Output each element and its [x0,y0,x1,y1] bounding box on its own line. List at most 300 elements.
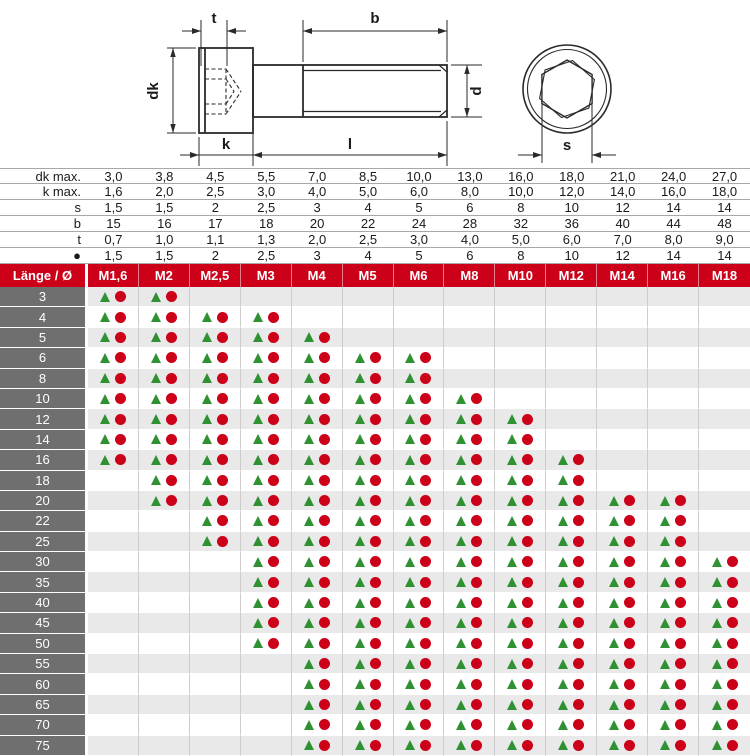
matrix-row-label: 18 [0,471,88,491]
circle-icon [217,454,228,465]
availability-cell [444,287,495,307]
dimension-value: 24,0 [660,169,687,184]
availability-cell [648,328,699,348]
availability-cell [139,348,190,368]
dimension-value: 10,0 [406,169,432,184]
availability-cell [139,572,190,592]
matrix-column-header: M5 [343,264,394,287]
triangle-up-icon [507,414,517,424]
triangle-up-icon [355,373,365,383]
availability-cell [343,613,394,633]
triangle-up-icon [712,638,722,648]
triangle-up-icon [456,598,466,608]
matrix-row-label: 30 [0,552,88,572]
circle-icon [115,332,126,343]
availability-cell [699,654,750,674]
availability-cell [597,491,648,511]
availability-cell [241,674,292,694]
circle-icon [624,515,635,526]
availability-cell [190,430,241,450]
availability-cell [394,511,445,531]
triangle-up-icon [253,332,263,342]
availability-cell [444,450,495,470]
triangle-up-icon [151,394,161,404]
technical-drawing [0,0,750,168]
circle-icon [268,393,279,404]
triangle-up-icon [304,700,314,710]
triangle-up-icon [100,312,110,322]
triangle-up-icon [355,700,365,710]
availability-cell [648,736,699,756]
circle-icon [727,740,738,751]
availability-cell [444,532,495,552]
triangle-up-icon [304,414,314,424]
availability-cell [88,328,139,348]
triangle-up-icon [304,557,314,567]
circle-icon [217,414,228,425]
availability-cell [139,491,190,511]
availability-cell [88,715,139,735]
triangle-up-icon [253,618,263,628]
triangle-up-icon [456,720,466,730]
availability-cell [444,369,495,389]
circle-icon [522,556,533,567]
availability-cell [597,328,648,348]
circle-icon [675,577,686,588]
availability-cell [190,674,241,694]
screw-drawing-svg [0,0,750,168]
circle-icon [522,536,533,547]
circle-icon [319,638,330,649]
circle-icon [166,373,177,384]
triangle-up-icon [100,414,110,424]
circle-icon [268,475,279,486]
availability-cell [88,613,139,633]
availability-cell [699,491,750,511]
triangle-up-icon [558,638,568,648]
dim-label-s: s [562,137,572,154]
availability-cell [495,532,546,552]
availability-cell [343,715,394,735]
triangle-up-icon [151,292,161,302]
circle-icon [471,393,482,404]
circle-icon [522,475,533,486]
availability-cell [444,348,495,368]
triangle-up-icon [660,516,670,526]
matrix-row-label: 8 [0,369,88,389]
matrix-row [0,572,750,592]
triangle-up-icon [507,455,517,465]
availability-cell [139,328,190,348]
circle-icon [115,414,126,425]
availability-cell [139,409,190,429]
availability-cell [394,328,445,348]
availability-cell [343,634,394,654]
triangle-up-icon [507,577,517,587]
matrix-row-label: 5 [0,328,88,348]
matrix-column-header: M10 [495,264,546,287]
availability-cell [88,287,139,307]
availability-cell [546,572,597,592]
circle-icon [268,332,279,343]
dimension-row [0,184,750,200]
triangle-up-icon [355,475,365,485]
availability-cell [648,389,699,409]
circle-icon [522,515,533,526]
availability-cell [394,369,445,389]
triangle-up-icon [355,394,365,404]
triangle-up-icon [355,679,365,689]
availability-cell [190,695,241,715]
circle-icon [319,617,330,628]
circle-icon [217,352,228,363]
dimension-value: 14,0 [610,184,636,199]
matrix-row-label: 14 [0,430,88,450]
availability-cell [88,430,139,450]
dimension-row [0,200,750,216]
dimension-value: 8 [517,200,525,215]
availability-cell [699,593,750,613]
matrix-column-header: M16 [648,264,699,287]
matrix-row-label: 6 [0,348,88,368]
triangle-up-icon [712,598,722,608]
dimension-value: 3,0 [257,184,276,199]
triangle-up-icon [202,516,212,526]
availability-cell [699,471,750,491]
availability-cell [495,674,546,694]
matrix-column-header: M14 [597,264,648,287]
availability-cell [546,511,597,531]
circle-icon [522,577,533,588]
dim-label-k: k [221,136,231,153]
availability-cell [444,389,495,409]
circle-icon [624,699,635,710]
circle-icon [727,658,738,669]
dimension-value: 48 [717,216,732,231]
availability-cell [495,593,546,613]
circle-icon [624,638,635,649]
triangle-up-icon [202,536,212,546]
triangle-up-icon [609,740,619,750]
triangle-up-icon [712,659,722,669]
availability-cell [597,695,648,715]
dimension-value: 3 [313,248,321,263]
availability-cell [241,348,292,368]
matrix-row [0,715,750,735]
triangle-up-icon [355,720,365,730]
circle-icon [370,740,381,751]
triangle-up-icon [304,332,314,342]
triangle-up-icon [712,679,722,689]
availability-cell [241,593,292,613]
availability-cell [546,715,597,735]
availability-cell [546,613,597,633]
triangle-up-icon [355,516,365,526]
triangle-up-icon [558,577,568,587]
availability-cell [292,552,343,572]
availability-cell [139,695,190,715]
availability-cell [343,674,394,694]
triangle-up-icon [712,557,722,567]
availability-cell [546,409,597,429]
availability-cell [190,715,241,735]
availability-cell [88,348,139,368]
circle-icon [420,393,431,404]
availability-cell [495,369,546,389]
availability-cell [546,369,597,389]
circle-icon [675,658,686,669]
dimension-value: 8 [517,248,525,263]
availability-cell [495,511,546,531]
triangle-up-icon [202,475,212,485]
circle-icon [573,475,584,486]
triangle-up-icon [253,557,263,567]
matrix-row-label: 10 [0,389,88,409]
availability-cell [648,613,699,633]
circle-icon [522,699,533,710]
dimension-value: 14 [717,248,732,263]
availability-cell [699,348,750,368]
dimension-value: 4 [364,248,372,263]
circle-icon [268,556,279,567]
triangle-up-icon [558,720,568,730]
circle-icon [471,638,482,649]
circle-icon [370,515,381,526]
availability-cell [648,307,699,327]
circle-icon [727,617,738,628]
matrix-column-header: M4 [292,264,343,287]
triangle-up-icon [405,598,415,608]
availability-cell [343,430,394,450]
availability-cell [597,715,648,735]
availability-cell [648,430,699,450]
triangle-up-icon [712,618,722,628]
circle-icon [319,434,330,445]
availability-cell [648,532,699,552]
triangle-up-icon [253,638,263,648]
circle-icon [370,719,381,730]
availability-cell [546,389,597,409]
availability-cell [648,695,699,715]
triangle-up-icon [558,598,568,608]
availability-cell [597,450,648,470]
availability-cell [139,307,190,327]
circle-icon [624,556,635,567]
screw-side-view [199,48,447,133]
availability-cell [343,552,394,572]
triangle-up-icon [660,679,670,689]
availability-cell [648,634,699,654]
triangle-up-icon [304,516,314,526]
circle-icon [319,332,330,343]
circle-icon [319,658,330,669]
triangle-up-icon [609,700,619,710]
triangle-up-icon [355,557,365,567]
triangle-up-icon [507,496,517,506]
dimension-value: 7,0 [613,232,632,247]
circle-icon [420,475,431,486]
dimension-value: 16 [157,216,172,231]
availability-cell [648,369,699,389]
availability-cell [648,409,699,429]
circle-icon [370,638,381,649]
triangle-up-icon [609,536,619,546]
dimension-row [0,216,750,232]
dimension-row-label: s [74,200,81,215]
circle-icon [573,515,584,526]
circle-icon [471,475,482,486]
matrix-row-label: 35 [0,572,88,592]
triangle-up-icon [456,740,466,750]
matrix-row [0,593,750,613]
availability-cell [394,695,445,715]
availability-cell [292,572,343,592]
circle-icon [166,414,177,425]
availability-cell [139,430,190,450]
triangle-up-icon [558,659,568,669]
triangle-up-icon [456,516,466,526]
availability-cell [546,674,597,694]
availability-cell [495,348,546,368]
circle-icon [268,638,279,649]
circle-icon [420,617,431,628]
availability-cell [444,654,495,674]
availability-cell [190,552,241,572]
availability-cell [241,572,292,592]
circle-icon [370,373,381,384]
circle-icon [727,638,738,649]
availability-cell [343,450,394,470]
availability-cell [139,736,190,756]
availability-cell [292,674,343,694]
triangle-up-icon [253,414,263,424]
availability-cell [444,511,495,531]
matrix-row [0,695,750,715]
circle-icon [471,699,482,710]
dimension-row-label: t [77,232,81,247]
circle-icon [166,291,177,302]
circle-icon [727,719,738,730]
circle-icon [471,617,482,628]
circle-icon [471,719,482,730]
dimension-table [0,168,750,264]
availability-cell [648,593,699,613]
availability-cell [699,613,750,633]
availability-cell [699,511,750,531]
triangle-up-icon [558,557,568,567]
availability-cell [88,491,139,511]
availability-cell [88,450,139,470]
circle-icon [420,597,431,608]
matrix-column-header: M1,6 [88,264,139,287]
availability-cell [241,532,292,552]
triangle-up-icon [253,455,263,465]
triangle-up-icon [507,598,517,608]
circle-icon [268,577,279,588]
triangle-up-icon [507,700,517,710]
availability-cell [648,348,699,368]
matrix-row [0,613,750,633]
circle-icon [420,658,431,669]
triangle-up-icon [202,394,212,404]
dimension-value: 5,5 [257,169,276,184]
triangle-up-icon [100,373,110,383]
availability-cell [648,715,699,735]
availability-cell [444,471,495,491]
availability-cell [292,511,343,531]
triangle-up-icon [456,659,466,669]
availability-cell [699,450,750,470]
circle-icon [268,373,279,384]
matrix-column-header: M2 [139,264,190,287]
availability-cell [495,572,546,592]
circle-icon [319,414,330,425]
circle-icon [471,495,482,506]
triangle-up-icon [507,659,517,669]
availability-cell [394,409,445,429]
availability-cell [241,634,292,654]
triangle-up-icon [355,659,365,669]
triangle-up-icon [304,373,314,383]
availability-cell [394,389,445,409]
triangle-up-icon [405,516,415,526]
circle-icon [573,679,584,690]
circle-icon [420,414,431,425]
triangle-up-icon [253,373,263,383]
circle-icon [370,556,381,567]
matrix-row-label: 3 [0,287,88,307]
availability-cell [88,511,139,531]
availability-cell [139,613,190,633]
triangle-up-icon [712,700,722,710]
triangle-up-icon [456,475,466,485]
availability-cell [699,674,750,694]
triangle-up-icon [202,414,212,424]
triangle-up-icon [355,598,365,608]
availability-cell [292,491,343,511]
availability-cell [343,348,394,368]
availability-cell [444,307,495,327]
matrix-row-label: 55 [0,654,88,674]
matrix-row [0,307,750,327]
triangle-up-icon [100,353,110,363]
availability-cell [190,654,241,674]
triangle-up-icon [660,557,670,567]
circle-icon [166,454,177,465]
triangle-up-icon [660,496,670,506]
matrix-row [0,654,750,674]
availability-cell [343,389,394,409]
availability-cell [648,654,699,674]
triangle-up-icon [405,740,415,750]
triangle-up-icon [456,496,466,506]
availability-cell [292,389,343,409]
circle-icon [522,679,533,690]
circle-icon [624,536,635,547]
dimension-value: 1,5 [155,248,174,263]
availability-cell [88,307,139,327]
dim-label-b: b [370,10,380,27]
circle-icon [370,699,381,710]
circle-icon [319,393,330,404]
circle-icon [420,699,431,710]
availability-cell [190,307,241,327]
availability-cell [190,572,241,592]
triangle-up-icon [151,312,161,322]
circle-icon [319,475,330,486]
availability-cell [699,287,750,307]
triangle-up-icon [660,720,670,730]
